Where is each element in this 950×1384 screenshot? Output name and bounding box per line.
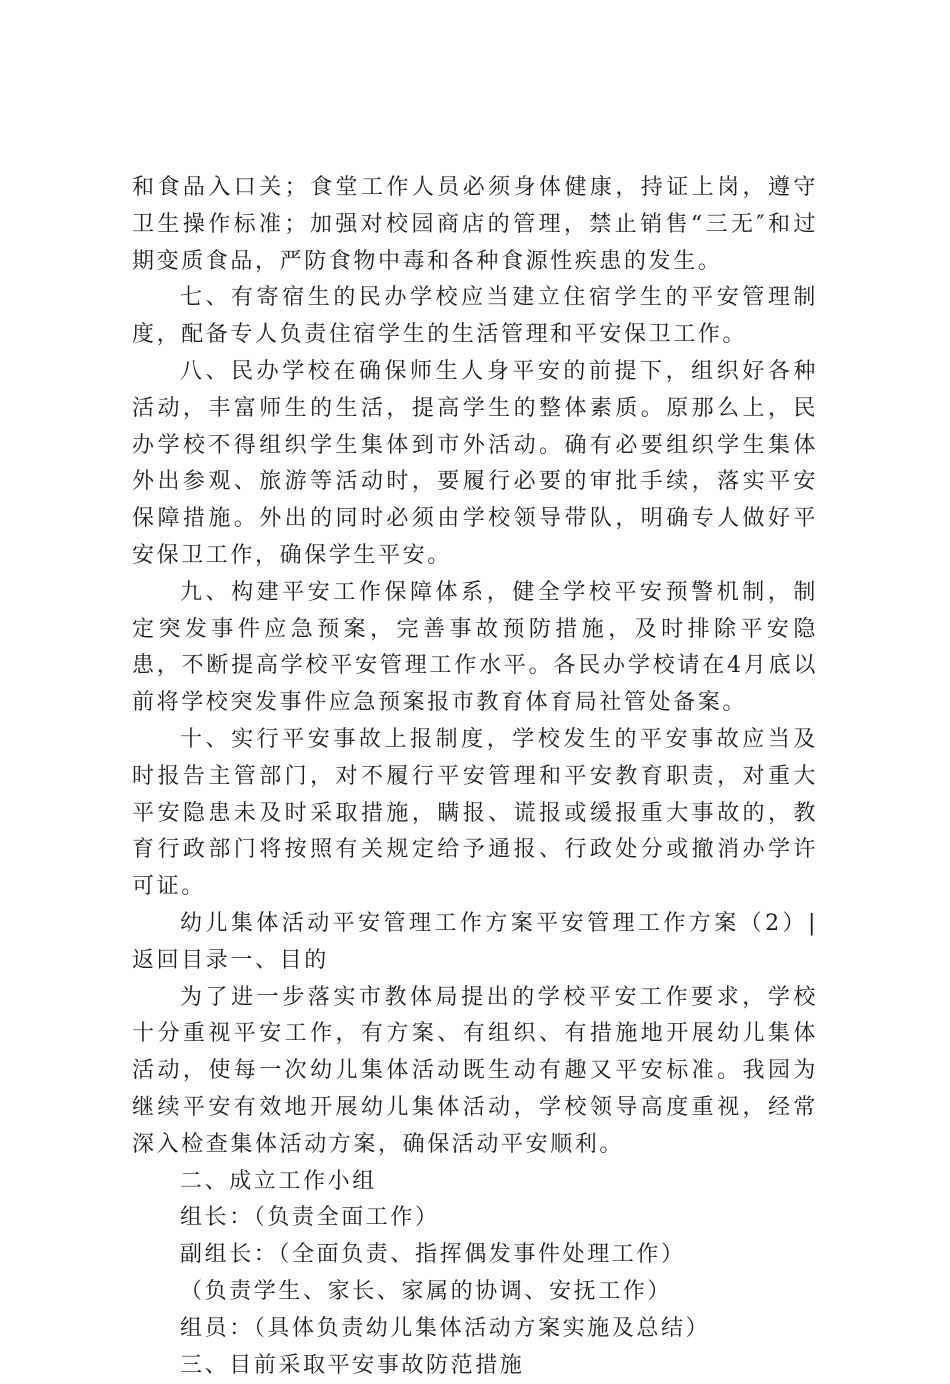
paragraph-accident-reporting: 十、实行平安事故上报制度，学校发生的平安事故应当及时报告主管部门，对不履行平安管理和平安教育职责，对重大平安隐患未及时采取措施，瞒报、谎报或缓报重大事故的，教育行政部门将按照有关规定给予通报、行政处分或撤消办学许可证。 bbox=[132, 722, 818, 906]
section-heading-measures: 三、目前采取平安事故防范措施 bbox=[132, 1348, 818, 1384]
paragraph-boarding: 七、有寄宿生的民办学校应当建立住宿学生的平安管理制度，配备专人负责住宿学生的生活管理和平安保卫工作。 bbox=[132, 280, 818, 354]
group-members-line: 组员：（具体负责幼儿集体活动方案实施及总结） bbox=[132, 1311, 818, 1348]
deputy-leader-line: 副组长：（全面负责、指挥偶发事件处理工作） bbox=[132, 1237, 818, 1274]
section-heading-plan: 幼儿集体活动平安管理工作方案平安管理工作方案（2）|返回目录一、目的 bbox=[132, 906, 818, 980]
group-leader-line: 组长：（负责全面工作） bbox=[132, 1200, 818, 1237]
paragraph-purpose: 为了进一步落实市教体局提出的学校平安工作要求，学校十分重视平安工作，有方案、有组织、有措施地开展幼儿集体活动，使每一次幼儿集体活动既生动有趣又平安标准。我园为继续平安有效地开展幼儿集体活动，学校领导高度重视，经常深入检查集体活动方案，确保活动平安顺利。 bbox=[132, 980, 818, 1164]
document-body bbox=[132, 170, 818, 1384]
coordination-line: （负责学生、家长、家属的协调、安抚工作） bbox=[132, 1274, 818, 1311]
paragraph-safety-system: 九、构建平安工作保障体系，健全学校平安预警机制，制定突发事件应急预案，完善事故预防措施，及时排除平安隐患，不断提高学校平安管理工作水平。各民办学校请在4月底以前将学校突发事件应急预案报市教育体育局社管处备案。 bbox=[132, 575, 818, 722]
paragraph-activities: 八、民办学校在确保师生人身平安的前提下，组织好各种活动，丰富师生的生活，提高学生的整体素质。原那么上，民办学校不得组织学生集体到市外活动。确有必要组织学生集体外出参观、旅游等活动时，要履行必要的审批手续，落实平安保障措施。外出的同时必须由学校领导带队，明确专人做好平安保卫工作，确保学生平安。 bbox=[132, 354, 818, 575]
section-heading-working-group: 二、成立工作小组 bbox=[132, 1164, 818, 1201]
paragraph-food-safety: 和食品入口关；食堂工作人员必须身体健康，持证上岗，遵守卫生操作标准；加强对校园商店的管理，禁止销售“三无″和过期变质食品，严防食物中毒和各种食源性疾患的发生。 bbox=[132, 170, 818, 280]
